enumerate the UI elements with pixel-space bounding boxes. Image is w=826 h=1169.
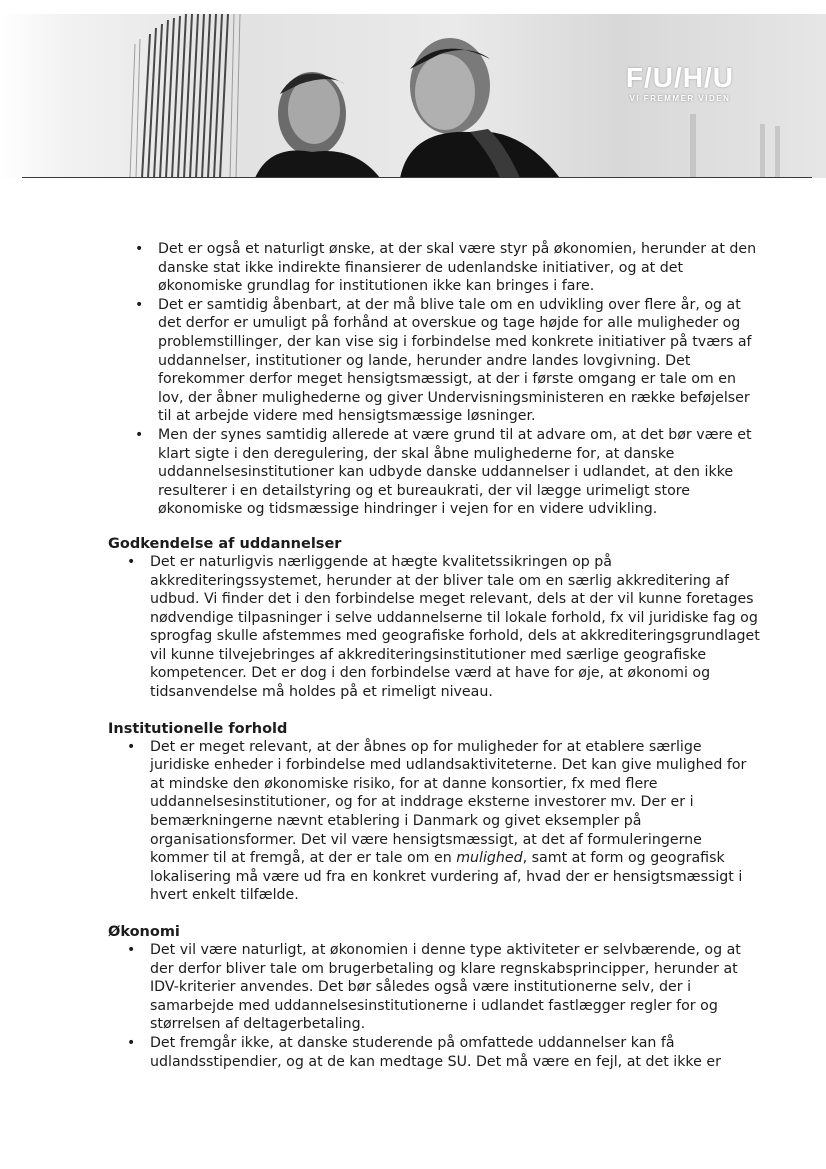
text-run: Det er meget relevant, at der åbnes op for muligheder for at etablere særlige juridiske enheder i forbindelse med udlandsaktiviteterne. Det kan give mulighed for at mindske den økonomiske risiko, for at danne konsortier, fx med flere uddannelsesinstitutioner, og for at inddrage eksterne investorer mv. Der er i bemærkningerne nævnt etablering i Danmark og givet eksempler på organisationsformer. Det vil være hensigtsmæssigt, at det af formuleringerne kommer til at fremgå, at der er tale om en <box>150 738 747 867</box>
text-run: , samt at form og geografisk lokalisering må være ud fra en konkret vurdering af, hvad der er hensigtsmæssigt i hvert enkelt tilfælde. <box>150 850 743 904</box>
section-heading-institutionelle: Institutionelle forhold <box>108 720 288 737</box>
list-item: • Det vil være naturligt, at økonomien i denne type aktiviteter er selvbærende, og at der derfor bliver tale om brugerbetaling og klare regnskabsprincipper, herunder at IDV-kriterier anvendes. Det bør således også være institutionerne selv, der i samarbejde med uddannelsesinstitutionerne i udlandet fastlægger regler for og størrelsen af deltagerbetaling. <box>127 941 752 1034</box>
intro-list <box>135 240 760 519</box>
okonomi-list <box>127 941 752 1071</box>
godkendelse-list <box>127 553 762 702</box>
list-item: • Det er samtidig åbenbart, at der må blive tale om en udvikling over flere år, og at det derfor er umuligt på forhånd at overskue og tage højde for alle muligheder og problemstillinger, der kan vise sig i forbindelse med konkrete initiativer på tværs af uddannelser, institutioner og lande, herunder andre landes lovgivning. Det forekommer derfor meget hensigtsmæssigt, at der i første omgang er tale om en lov, der åbner mulighederne og giver Undervisningsministeren en række beføjelser til at arbejde videre med hensigtsmæssige løsninger. <box>135 296 760 426</box>
section-heading-godkendelse: Godkendelse af uddannelser <box>108 535 342 552</box>
fuhu-logo <box>626 62 734 103</box>
list-item: • Det er naturligvis nærliggende at hægte kvalitetssikringen op på akkrediteringssystemet, herunder at der bliver tale om en særlig akkreditering af udbud. Vi finder det i den forbindelse meget relevant, dels at der vil kunne foretages nødvendige tilpasninger i selve uddannelserne til lokale forhold, fx vil juridiske fag og sprogfag skulle afstemmes med geografiske forhold, dels at akkrediteringsgrundlaget vil kunne tilvejebringes af akkrediteringsinstitutioner med særlige geografiske kompetencer. Det er dog i den forbindelse værd at have for øje, at økonomi og tidsanvendelse må holdes på et rimeligt niveau. <box>127 553 762 702</box>
list-item: • Det er også et naturligt ønske, at der skal være styr på økonomien, herunder at den danske stat ikke indirekte finansierer de udenlandske initiativer, og at det økonomiske grundlag for institutionen ikke kan bringes i fare. <box>135 240 760 296</box>
logo-mark: F/U/H/U <box>625 62 734 93</box>
document-body <box>0 240 826 1071</box>
list-item: • Det fremgår ikke, at danske studerende på omfattede uddannelser kan få udlandsstipendier, og at de kan medtage SU. Det må være en fejl, at det ikke er <box>127 1034 752 1071</box>
logo-tagline: VI FREMMER VIDEN <box>629 94 731 103</box>
institutionelle-list <box>127 738 752 905</box>
emphasis-text: mulighed <box>456 850 523 867</box>
header-divider <box>22 177 812 178</box>
list-item: • Men der synes samtidig allerede at være grund til at advare om, at det bør være et klart sigte i den deregulering, der skal åbne mulighederne for, at danske uddannelsesinstitutioner kan udbyde danske uddannelser i udlandet, at den ikke resulterer i en detailstyring og et bureaukrati, der vil lægge urimeligt store økonomiske og tidsmæssige hindringer i vejen for en videre udvikling. <box>135 426 760 519</box>
section-heading-okonomi: Økonomi <box>108 924 180 940</box>
list-item <box>127 738 752 905</box>
header-banner <box>0 14 826 178</box>
